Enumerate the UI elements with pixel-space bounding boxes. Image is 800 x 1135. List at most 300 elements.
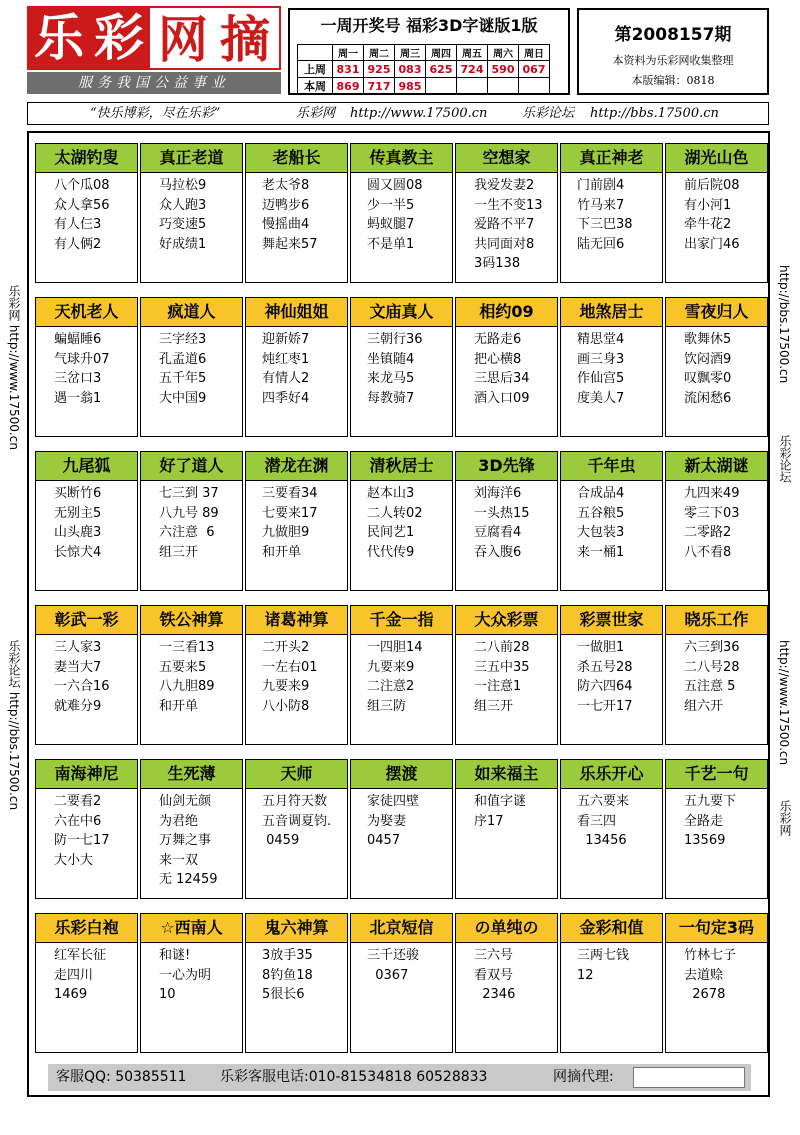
riddle-line: 叹飘零0: [684, 371, 732, 386]
cell-title: 地煞居士: [561, 298, 662, 327]
logo-char-3: 网: [158, 11, 208, 69]
riddle-line: 二八前28: [474, 640, 530, 655]
issue-editor: 本版编辑：0818: [631, 74, 715, 87]
riddle-line: 作仙宫5: [577, 371, 625, 386]
riddle-cell: [665, 605, 768, 745]
logo: [27, 6, 281, 70]
draw-number: 590: [488, 61, 519, 78]
riddle-line: 赵本山3: [367, 486, 415, 501]
cell-title: 生死薄: [141, 760, 242, 789]
riddle-line: 五注意 5: [684, 679, 736, 694]
riddle-line: 门前剧4: [577, 178, 625, 193]
cell-body: [246, 330, 363, 408]
riddle-cell: [350, 605, 453, 745]
riddle-line: 三字经3: [159, 332, 207, 347]
cell-title: 传真教主: [351, 144, 452, 173]
cell-title: 好了道人: [141, 452, 242, 481]
riddle-line: 不是单1: [367, 236, 415, 252]
cell-body: [246, 638, 363, 716]
riddle-cell: [245, 913, 348, 1053]
riddle-line: 大包装3: [577, 525, 625, 540]
riddle-line: 九做胆9: [262, 525, 310, 540]
riddle-line: 一六合16: [54, 679, 110, 694]
weekday-row: [298, 45, 550, 61]
cell-body: [351, 330, 468, 408]
riddle-line: 有情人2: [262, 371, 310, 386]
riddle-line: 有人俩2: [54, 236, 102, 252]
logo-char-1: 乐: [34, 9, 84, 67]
riddle-line: 五千年5: [159, 371, 207, 386]
riddle-line: 老太爷8: [262, 178, 310, 193]
riddle-line: 长惊犬4: [54, 544, 102, 560]
riddle-line: 一左右01: [262, 659, 318, 675]
riddle-line: 无路走6: [474, 332, 522, 347]
cell-title: 乐彩白袍: [36, 914, 137, 943]
riddle-line: 蚂蚁腿7: [367, 217, 415, 232]
riddle-line: 五月符天数: [262, 794, 328, 809]
riddle-line: 酒入口09: [474, 390, 530, 406]
footer-agent-label: 网摘代理:: [553, 1069, 614, 1085]
riddle-line: 2346: [474, 987, 516, 1002]
riddle-cell: [665, 451, 768, 591]
riddle-line: 一四胆14: [367, 640, 423, 655]
riddle-line: 刘海洋6: [474, 486, 522, 501]
riddle-cell: [455, 143, 558, 283]
draw-number: 625: [426, 61, 457, 78]
riddle-line: 组三开: [474, 698, 514, 714]
riddle-cell: [140, 297, 243, 437]
cell-body: [246, 484, 363, 562]
draw-number: [426, 78, 457, 95]
riddle-cell: [245, 759, 348, 899]
riddle-cell: [560, 605, 663, 745]
riddle-cell: [350, 913, 453, 1053]
forum-name: 乐彩论坛: [522, 106, 575, 121]
cell-body: [666, 176, 785, 254]
riddle-line: 气球升07: [54, 351, 110, 367]
weekly-draw-box: [288, 8, 570, 95]
issue-box: [577, 8, 769, 95]
riddle-line: 饮闷酒9: [684, 351, 732, 367]
riddle-cell: [245, 143, 348, 283]
cell-body: [351, 176, 468, 254]
cell-body: [561, 792, 678, 851]
cell-title: 真正神老: [561, 144, 662, 173]
cell-body: [561, 638, 678, 716]
riddle-line: 大小大: [54, 852, 94, 868]
riddle-line: 众人拿56: [54, 197, 110, 213]
riddle-cell: [560, 759, 663, 899]
cell-body: [246, 176, 363, 254]
riddle-line: 歌舞休5: [684, 332, 732, 347]
cell-body: [666, 330, 785, 408]
cell-title: 清秋居士: [351, 452, 452, 481]
riddle-line: 三岔口3: [54, 371, 102, 386]
cell-body: [456, 946, 575, 1005]
this-week-label: 本周: [298, 78, 333, 95]
riddle-line: 万舞之事: [159, 833, 212, 848]
cell-title: 空想家: [456, 144, 557, 173]
riddle-line: 三人家3: [54, 640, 102, 655]
weekday-cell: 周五: [457, 45, 488, 61]
cell-title: 鬼六神算: [246, 914, 347, 943]
riddle-line: 一注意1: [474, 679, 522, 694]
cell-title: 千年虫: [561, 452, 662, 481]
cell-title: 千艺一句: [666, 760, 767, 789]
riddle-line: 巧变速5: [159, 217, 207, 232]
riddle-line: 四季好4: [262, 390, 310, 406]
riddle-line: 有小河1: [684, 197, 732, 213]
weekday-cell: 周一: [333, 45, 364, 61]
riddle-cell: [350, 759, 453, 899]
motto-bar: [27, 102, 769, 125]
riddle-line: 10: [159, 987, 176, 1002]
riddle-line: 为君绝: [159, 813, 199, 829]
cell-body: [351, 792, 468, 851]
site-name: 乐彩网: [296, 106, 336, 121]
cell-body: [141, 946, 260, 1005]
cell-body: [666, 484, 785, 562]
cell-title: 湖光山色: [666, 144, 767, 173]
riddle-cell: [35, 143, 138, 283]
riddle-line: 六在中6: [54, 813, 102, 829]
riddle-line: 众人跑3: [159, 197, 207, 213]
riddle-line: 来龙马5: [367, 371, 415, 386]
riddle-line: 竹林七子: [684, 948, 737, 963]
riddle-line: 度美人7: [577, 390, 625, 406]
riddle-cell: [455, 451, 558, 591]
cell-body: [141, 638, 260, 716]
cell-body: [456, 638, 575, 716]
riddle-line: 马拉松9: [159, 178, 207, 193]
riddle-line: 流闲愁6: [684, 390, 732, 406]
riddle-cell: [560, 913, 663, 1053]
cell-title: 真正老道: [141, 144, 242, 173]
cell-body: [351, 946, 468, 985]
riddle-cell: [140, 605, 243, 745]
riddle-line: 五六要来: [577, 794, 630, 809]
weekday-cell: 周日: [519, 45, 550, 61]
riddle-line: 来一桶1: [577, 544, 625, 560]
riddle-line: 0457: [367, 833, 401, 848]
riddle-line: 二八号28: [684, 659, 740, 675]
riddle-line: 三要看34: [262, 486, 318, 501]
last-week-label: 上周: [298, 61, 333, 78]
riddle-line: 无别主5: [54, 505, 102, 521]
cell-body: [561, 946, 678, 985]
riddle-cell: [455, 605, 558, 745]
riddle-line: 少一半5: [367, 197, 415, 213]
riddle-line: 一头热15: [474, 505, 530, 521]
riddle-line: 共同面对8: [474, 236, 535, 252]
riddle-line: 迈鸭步6: [262, 197, 310, 213]
riddle-line: 牵牛花2: [684, 217, 732, 232]
draw-number: 724: [457, 61, 488, 78]
riddle-line: 一生不变13: [474, 197, 543, 213]
riddle-line: 三六号: [474, 948, 514, 963]
riddle-line: 九四来49: [684, 486, 740, 501]
draw-number: 717: [364, 78, 395, 95]
riddle-line: 看三四: [577, 813, 617, 829]
side-right-top: http://bbs.17500.cn: [777, 265, 791, 384]
riddle-line: 和谜!: [159, 948, 191, 963]
riddle-line: 圆又圆08: [367, 178, 423, 193]
cell-body: [246, 792, 363, 851]
riddle-cell: [35, 759, 138, 899]
cell-body: [36, 330, 155, 408]
draw-number: 083: [395, 61, 426, 78]
riddle-line: 前后院08: [684, 178, 740, 193]
riddle-line: 舞起来57: [262, 236, 318, 252]
draw-number: 925: [364, 61, 395, 78]
riddle-line: 走四川: [54, 967, 94, 983]
side-left-top: 乐彩网 http://www.17500.cn: [7, 285, 21, 450]
riddle-line: 慢摇曲4: [262, 217, 310, 232]
cell-body: [36, 946, 155, 1005]
riddle-cell: [350, 451, 453, 591]
riddle-line: 三思后34: [474, 371, 530, 386]
riddle-line: 一三看13: [159, 640, 215, 655]
riddle-line: 13569: [684, 833, 726, 848]
riddle-line: 买断竹6: [54, 486, 102, 501]
issue-note: 本资料为乐彩网收集整理: [612, 54, 734, 67]
riddle-line: 13456: [577, 833, 627, 848]
logo-char-4: 摘: [220, 11, 270, 69]
cell-title: ☆西南人: [141, 914, 242, 943]
riddle-line: 三五中35: [474, 659, 530, 675]
riddle-line: 八小防8: [262, 698, 310, 714]
riddle-line: 就难分9: [54, 698, 102, 714]
riddle-cell: [35, 605, 138, 745]
cell-title: 如来福主: [456, 760, 557, 789]
draw-number: [457, 78, 488, 95]
this-week-row: [298, 78, 550, 95]
cell-title: 太湖钓叟: [36, 144, 137, 173]
riddle-line: 五九要下: [684, 794, 737, 809]
riddle-cell: [140, 913, 243, 1053]
riddle-line: 每教骑7: [367, 390, 415, 406]
riddle-cell: [455, 759, 558, 899]
riddle-line: 遇一翁1: [54, 390, 102, 406]
cell-title: 大众彩票: [456, 606, 557, 635]
cell-title: 3D先锋: [456, 452, 557, 481]
cell-title: 摆渡: [351, 760, 452, 789]
cell-title: 一句定3码: [666, 914, 767, 943]
cell-title: 九尾狐: [36, 452, 137, 481]
riddle-line: 代代传9: [367, 544, 415, 560]
cell-title: 诸葛神算: [246, 606, 347, 635]
cell-title: 神仙姐姐: [246, 298, 347, 327]
riddle-line: 二人转02: [367, 505, 423, 521]
cell-title: 文庙真人: [351, 298, 452, 327]
weekday-cell: 周四: [426, 45, 457, 61]
riddle-cell: [455, 297, 558, 437]
cell-body: [36, 176, 155, 254]
riddle-line: 一七开17: [577, 698, 633, 714]
riddle-line: 无 12459: [159, 872, 218, 887]
riddle-line: 有人仨3: [54, 217, 102, 232]
cell-title: 北京短信: [351, 914, 452, 943]
riddle-cell: [560, 297, 663, 437]
side-right-mid: 乐彩论坛: [778, 435, 792, 483]
riddle-cell: [455, 913, 558, 1053]
riddle-cell: [35, 451, 138, 591]
riddle-line: 组六开: [684, 698, 724, 714]
footer-phone: 乐彩客服电话:010-81534818 60528833: [220, 1069, 488, 1085]
riddle-cell: [665, 297, 768, 437]
riddle-line: 五音调夏钧.: [262, 813, 332, 829]
cell-title: 雪夜归人: [666, 298, 767, 327]
side-right-lower: http://www.17500.cn: [777, 640, 791, 766]
riddle-line: 零三下03: [684, 505, 740, 521]
empty-cell: [298, 45, 333, 61]
riddle-line: 3放手35: [262, 948, 313, 963]
riddle-line: 防一七17: [54, 833, 110, 848]
riddle-cell: [245, 605, 348, 745]
riddle-line: 七要来17: [262, 505, 318, 521]
riddle-line: 序17: [474, 813, 504, 829]
cell-body: [666, 946, 785, 1005]
riddle-line: 二注意2: [367, 679, 415, 694]
cell-body: [456, 792, 575, 831]
riddle-line: 精思堂4: [577, 332, 625, 347]
logo-char-2: 彩: [94, 9, 144, 67]
riddle-line: 去道赊: [684, 967, 724, 983]
cell-body: [36, 638, 155, 716]
cell-title: 天师: [246, 760, 347, 789]
cell-title: 铁公神算: [141, 606, 242, 635]
riddle-line: 陆无回6: [577, 236, 625, 252]
riddle-cell: [665, 759, 768, 899]
weekday-cell: 周六: [488, 45, 519, 61]
riddle-cell: [245, 297, 348, 437]
cell-body: [351, 638, 468, 716]
riddle-line: 孔孟道6: [159, 351, 207, 367]
site-link[interactable]: http://www.17500.cn: [350, 106, 488, 121]
cell-body: [141, 792, 260, 890]
riddle-line: 0367: [367, 967, 409, 983]
riddle-line: 一做胆1: [577, 640, 625, 655]
draw-number: 831: [333, 61, 364, 78]
riddle-line: 三两七钱: [577, 948, 630, 963]
cell-body: [36, 484, 155, 562]
cell-body: [141, 176, 260, 254]
riddle-line: 合成品4: [577, 486, 625, 501]
cell-title: 老船长: [246, 144, 347, 173]
riddle-line: 六注意 6: [159, 525, 215, 540]
riddle-line: 为娶妻: [367, 813, 407, 829]
cell-body: [456, 484, 575, 562]
side-right-bottom: 乐彩网: [778, 800, 792, 836]
riddle-line: 迎新娇7: [262, 332, 310, 347]
riddle-line: 三千还骏: [367, 948, 420, 963]
riddle-line: 下三巴38: [577, 217, 633, 232]
cell-title: 彩票世家: [561, 606, 662, 635]
side-left-bottom: 乐彩论坛 http://bbs.17500.cn: [7, 640, 21, 811]
riddle-line: 8钓鱼18: [262, 967, 313, 983]
draw-number: [519, 78, 550, 95]
riddle-line: 民间艺1: [367, 525, 415, 540]
draw-number: 985: [395, 78, 426, 95]
riddle-line: 和值字谜: [474, 794, 527, 809]
riddle-cell: [35, 913, 138, 1053]
riddle-cell: [140, 759, 243, 899]
riddle-line: 来一双: [159, 852, 199, 868]
riddle-line: 二开头2: [262, 640, 310, 655]
riddle-line: 八九胆89: [159, 679, 215, 694]
cell-body: [666, 638, 785, 716]
slogan: 服务我国公益事业: [27, 72, 281, 94]
cell-body: [561, 484, 678, 562]
cell-title: 天机老人: [36, 298, 137, 327]
riddle-cell: [140, 451, 243, 591]
riddle-cell: [140, 143, 243, 283]
riddle-line: 家徒四壁: [367, 794, 420, 809]
riddle-line: 把心横8: [474, 351, 522, 367]
riddle-line: 蝙蝠睡6: [54, 332, 102, 347]
riddle-line: 好成绩1: [159, 236, 207, 252]
riddle-line: 红军长征: [54, 948, 107, 963]
riddle-line: 我爱发妻2: [474, 178, 535, 193]
riddle-line: 坐镇随4: [367, 351, 415, 367]
riddle-cell: [665, 913, 768, 1053]
cell-title: 相约09: [456, 298, 557, 327]
cell-title: 南海神尼: [36, 760, 137, 789]
agent-input[interactable]: [633, 1067, 745, 1088]
cell-body: [561, 176, 678, 254]
footer-qq: 客服QQ: 50385511: [56, 1069, 187, 1085]
cell-body: [561, 330, 678, 408]
footer-bar: [48, 1064, 751, 1091]
riddle-cell: [350, 143, 453, 283]
riddle-line: 1469: [54, 987, 88, 1002]
riddle-line: 3码138: [474, 256, 521, 271]
riddle-line: 五谷粮5: [577, 505, 625, 521]
issue-number: 第2008157期: [614, 25, 732, 45]
forum-link[interactable]: http://bbs.17500.cn: [590, 106, 719, 121]
cell-title: 金彩和值: [561, 914, 662, 943]
riddle-line: 五要来5: [159, 659, 207, 675]
riddle-line: 看双号: [474, 967, 514, 983]
riddle-line: 组三开: [159, 544, 199, 560]
riddle-line: 0459: [262, 833, 300, 848]
riddle-line: 出家门46: [684, 236, 740, 252]
riddle-cell: [35, 297, 138, 437]
riddle-line: 豆腐看4: [474, 525, 522, 540]
riddle-line: 山头鹿3: [54, 525, 102, 540]
cell-title: 晓乐工作: [666, 606, 767, 635]
riddle-line: 和开单: [262, 544, 302, 560]
riddle-line: 12: [577, 967, 594, 983]
cell-body: [456, 330, 575, 408]
riddle-cell: [350, 297, 453, 437]
cell-body: [456, 176, 575, 274]
riddle-line: 5很长6: [262, 987, 305, 1002]
cell-body: [246, 946, 363, 1005]
draw-table: [297, 44, 550, 95]
weekday-cell: 周三: [395, 45, 426, 61]
riddle-line: 画三身3: [577, 351, 625, 367]
riddle-line: 炖红枣1: [262, 351, 310, 367]
cell-title: 乐乐开心: [561, 760, 662, 789]
riddle-line: 八九号 89: [159, 505, 219, 521]
riddle-line: 二零路2: [684, 525, 732, 540]
last-week-row: [298, 61, 550, 78]
riddle-line: 一心为明: [159, 967, 212, 983]
riddle-line: 六三到36: [684, 640, 740, 655]
riddle-line: 组三防: [367, 698, 407, 714]
riddle-line: 爱路不平7: [474, 217, 535, 232]
